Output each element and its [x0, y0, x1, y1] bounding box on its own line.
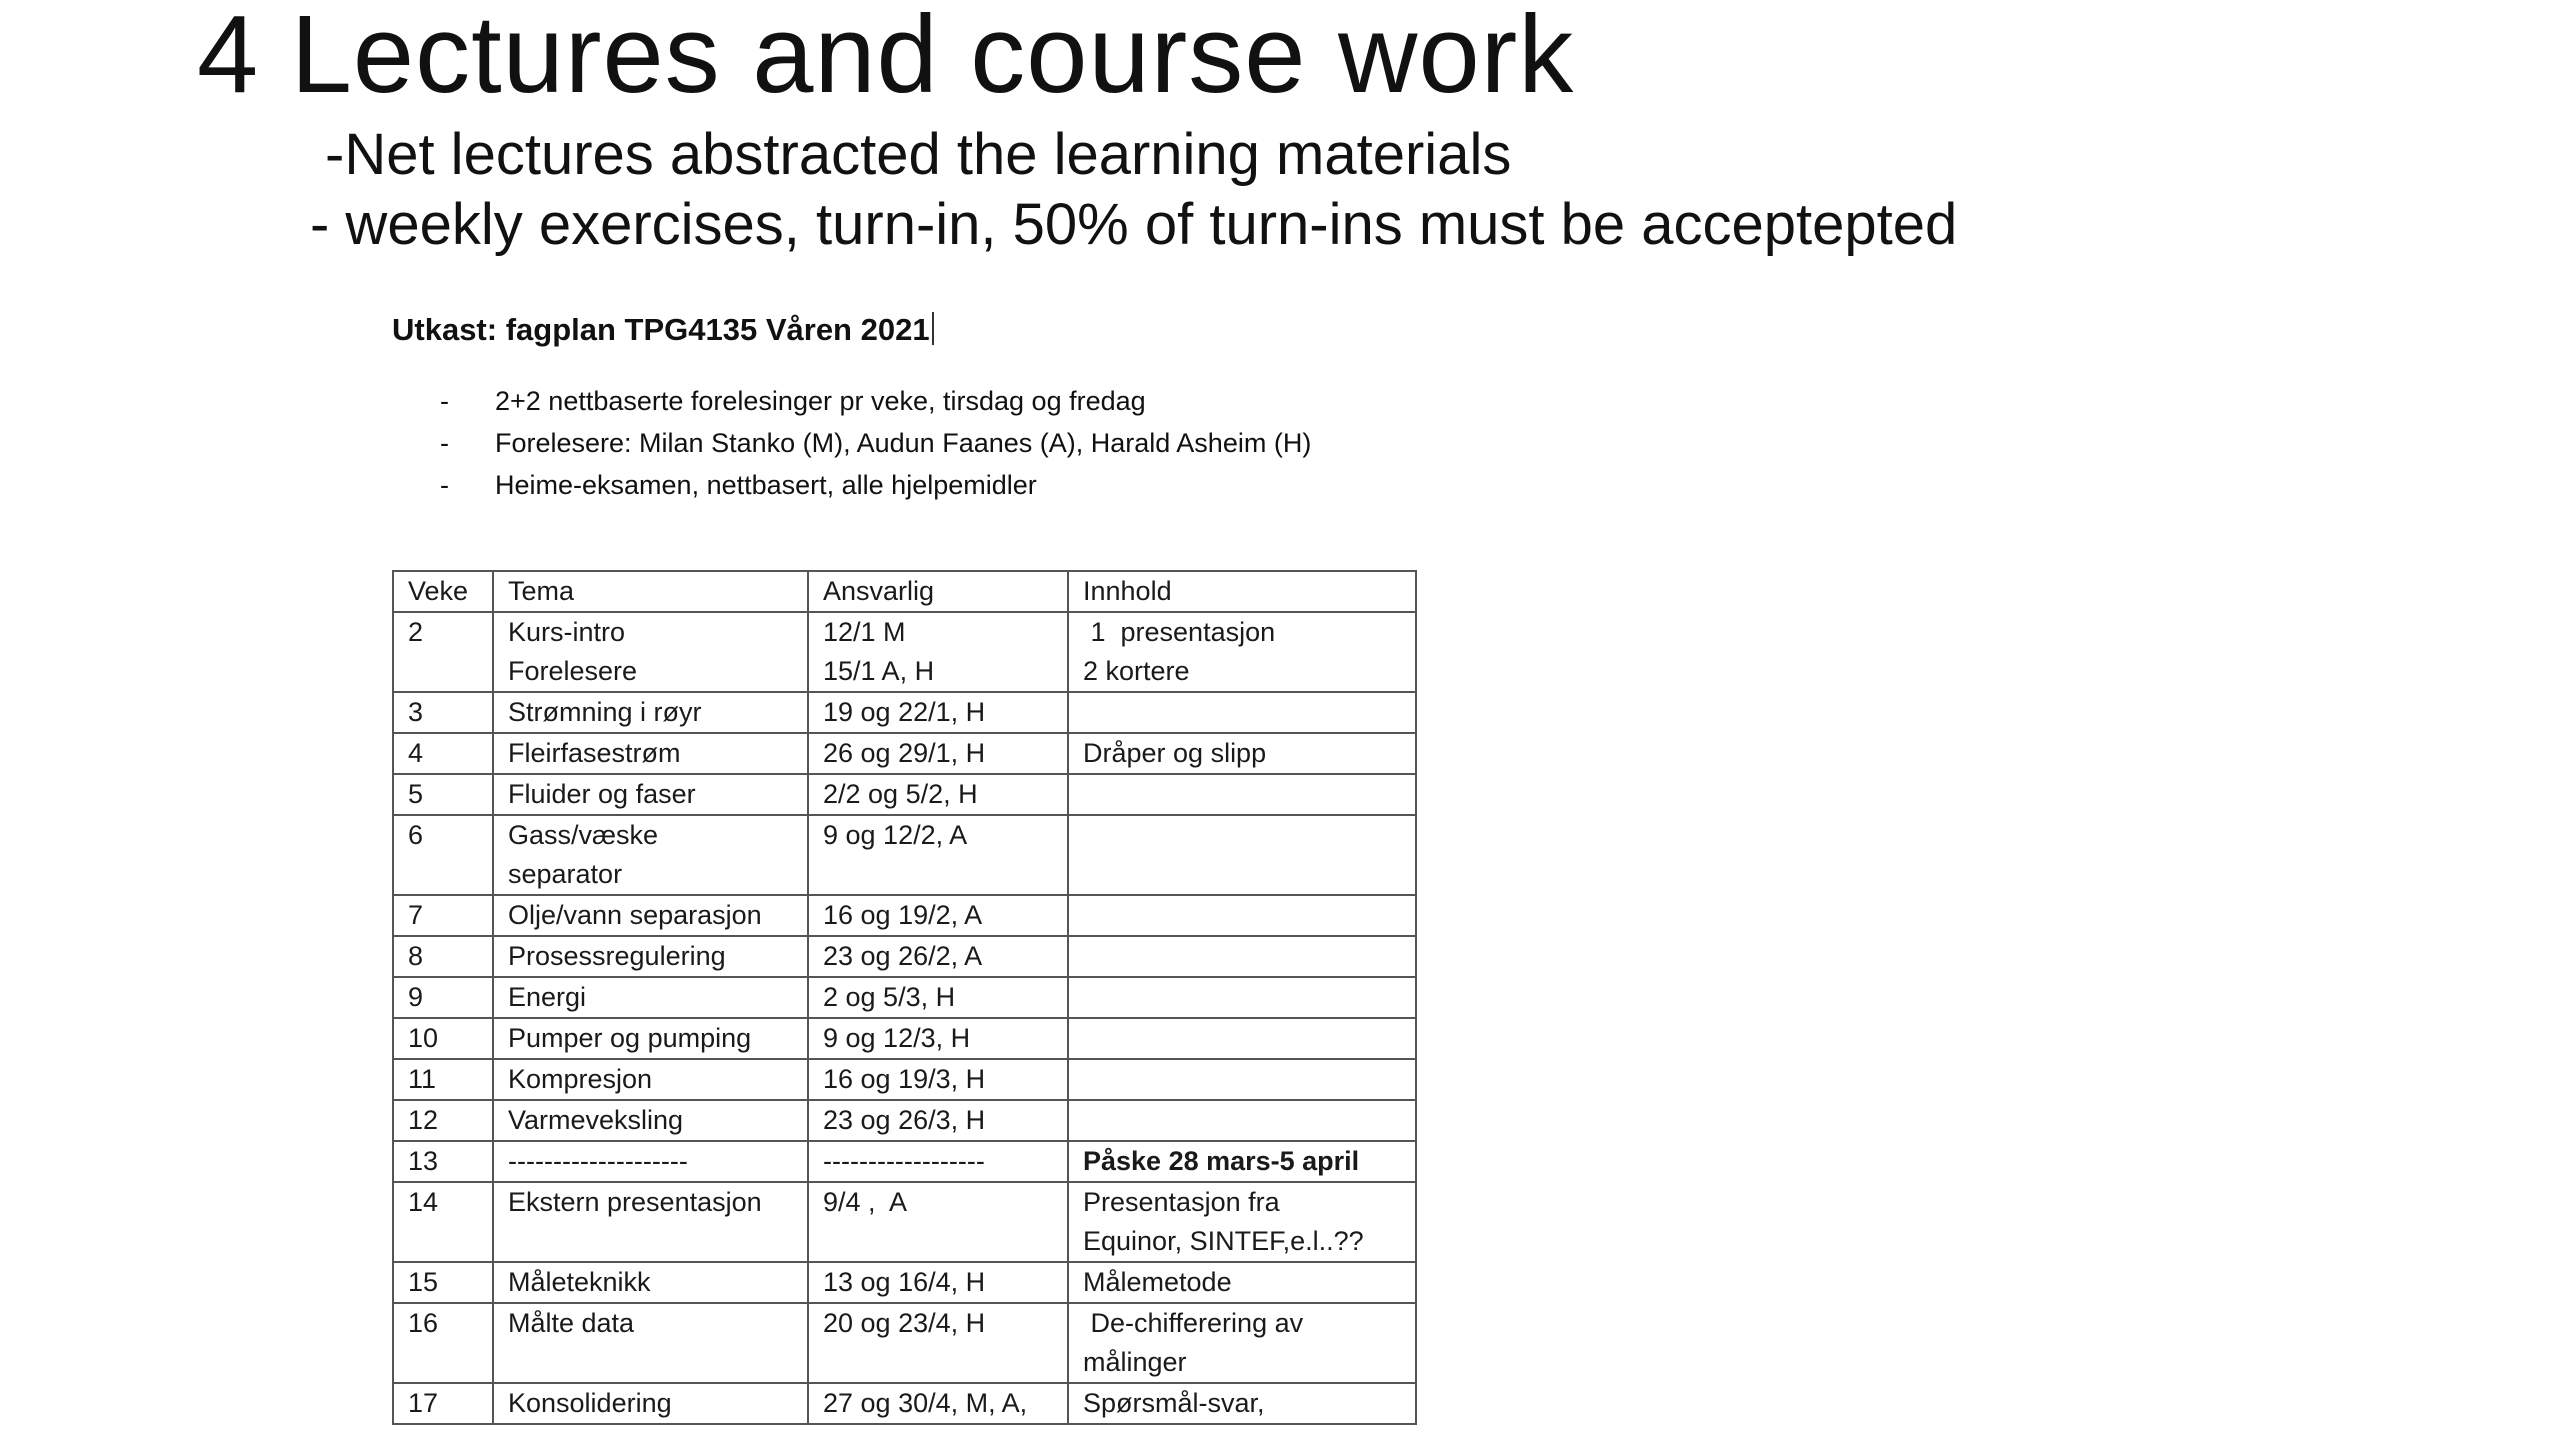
cell-innhold-line: målinger — [1083, 1347, 1187, 1377]
cell-innhold — [1068, 692, 1416, 733]
cell-veke: 15 — [393, 1262, 493, 1303]
header-ansvarlig: Ansvarlig — [808, 571, 1068, 612]
cell-tema-line: Gass/væske — [508, 820, 659, 850]
table-row — [393, 1059, 1416, 1100]
document-heading-text: Utkast: fagplan TPG4135 Våren 2021 — [392, 312, 930, 347]
table-row — [393, 815, 1416, 895]
cell-veke: 16 — [393, 1303, 493, 1383]
cell-tema-line: Varmeveksling — [508, 1105, 684, 1135]
cell-innhold-line — [1083, 775, 1401, 814]
cell-innhold-line — [1083, 937, 1401, 976]
cell-tema-line: Fluider og faser — [508, 779, 696, 809]
cell-veke: 2 — [393, 612, 493, 692]
cell-innhold-line — [1083, 1060, 1401, 1099]
cell-tema — [493, 1141, 808, 1182]
cell-innhold-line: Målemetode — [1083, 1267, 1232, 1297]
cell-veke: 11 — [393, 1059, 493, 1100]
cell-innhold-line: Påske 28 mars-5 april — [1083, 1146, 1360, 1176]
cell-innhold-line — [1083, 896, 1401, 935]
list-item: - 2+2 nettbaserte forelesinger pr veke, tirsdag og fredag — [440, 380, 1311, 422]
table-row — [393, 936, 1416, 977]
cell-tema — [493, 612, 808, 692]
cell-ansvarlig — [808, 815, 1068, 895]
table-row — [393, 1182, 1416, 1262]
cell-ansvarlig — [808, 692, 1068, 733]
cell-ansvarlig-line: 23 og 26/3, H — [823, 1105, 986, 1135]
cell-tema-line: Olje/vann separasjon — [508, 900, 762, 930]
cell-tema — [493, 774, 808, 815]
table-row — [393, 612, 1416, 692]
cell-tema — [493, 936, 808, 977]
cell-ansvarlig — [808, 733, 1068, 774]
course-plan-table — [392, 570, 1417, 1425]
cell-innhold-line: Spørsmål-svar, — [1083, 1388, 1265, 1418]
cell-ansvarlig-line: 9/4 , A — [823, 1187, 908, 1217]
table-row — [393, 733, 1416, 774]
table-row — [393, 1100, 1416, 1141]
cell-innhold — [1068, 895, 1416, 936]
table-header-row — [393, 571, 1416, 612]
header-tema: Tema — [493, 571, 808, 612]
cell-innhold-line — [1083, 978, 1401, 1017]
cell-innhold-line: Presentasjon fra — [1083, 1187, 1280, 1217]
document-heading — [392, 312, 934, 348]
table-row — [393, 1262, 1416, 1303]
cell-innhold — [1068, 1182, 1416, 1262]
cell-innhold — [1068, 1262, 1416, 1303]
cell-innhold — [1068, 977, 1416, 1018]
table-row — [393, 895, 1416, 936]
cell-tema-line: Energi — [508, 982, 587, 1012]
cell-ansvarlig — [808, 1182, 1068, 1262]
cell-innhold-line: Dråper og slipp — [1083, 738, 1267, 768]
cell-tema-line: Ekstern presentasjon — [508, 1187, 762, 1217]
cell-innhold — [1068, 1383, 1416, 1424]
cell-tema-line: Målte data — [508, 1308, 635, 1338]
cell-tema-line: Prosessregulering — [508, 941, 726, 971]
table-row — [393, 774, 1416, 815]
cell-ansvarlig — [808, 1100, 1068, 1141]
cell-innhold — [1068, 774, 1416, 815]
cell-ansvarlig — [808, 936, 1068, 977]
cell-innhold — [1068, 815, 1416, 895]
cell-ansvarlig-line: 12/1 M — [823, 617, 906, 647]
cell-innhold-line: 2 kortere — [1083, 656, 1190, 686]
cell-innhold-line: Equinor, SINTEF,e.l..?? — [1083, 1226, 1364, 1256]
table-row — [393, 977, 1416, 1018]
cell-ansvarlig — [808, 1018, 1068, 1059]
cell-tema-line: separator — [508, 859, 623, 889]
cell-innhold — [1068, 1059, 1416, 1100]
cell-ansvarlig — [808, 977, 1068, 1018]
cell-tema — [493, 1100, 808, 1141]
cell-tema-line: Fleirfasestrøm — [508, 738, 681, 768]
cell-innhold — [1068, 1303, 1416, 1383]
cell-ansvarlig-line: 9 og 12/3, H — [823, 1023, 971, 1053]
cell-tema — [493, 1182, 808, 1262]
cell-veke: 7 — [393, 895, 493, 936]
cell-innhold-line — [1083, 816, 1401, 855]
table-body — [393, 612, 1416, 1424]
slide-bullet-weekly-exercises: - weekly exercises, turn-in, 50% of turn-ins must be acceptepted — [310, 192, 1958, 257]
cell-tema — [493, 1303, 808, 1383]
cell-tema — [493, 733, 808, 774]
cell-veke: 14 — [393, 1182, 493, 1262]
cell-tema-line: Kompresjon — [508, 1064, 653, 1094]
cell-ansvarlig-line: 2/2 og 5/2, H — [823, 779, 978, 809]
cell-ansvarlig — [808, 612, 1068, 692]
cell-tema-line: Pumper og pumping — [508, 1023, 752, 1053]
cell-innhold — [1068, 612, 1416, 692]
cell-veke: 17 — [393, 1383, 493, 1424]
cell-tema — [493, 1059, 808, 1100]
cell-tema-line: Kurs-intro — [508, 617, 626, 647]
cell-ansvarlig-line: 19 og 22/1, H — [823, 697, 986, 727]
header-veke: Veke — [393, 571, 493, 612]
cell-tema — [493, 895, 808, 936]
cell-ansvarlig-line: ------------------ — [823, 1146, 985, 1176]
list-item: - Forelesere: Milan Stanko (M), Audun Faanes (A), Harald Asheim (H) — [440, 422, 1311, 464]
cell-ansvarlig-line: 26 og 29/1, H — [823, 738, 986, 768]
cell-tema — [493, 977, 808, 1018]
cell-veke: 4 — [393, 733, 493, 774]
cell-innhold — [1068, 1018, 1416, 1059]
cell-innhold — [1068, 1141, 1416, 1182]
cell-tema-line: Forelesere — [508, 656, 638, 686]
cell-ansvarlig-line: 23 og 26/2, A — [823, 941, 983, 971]
cell-ansvarlig-line: 16 og 19/3, H — [823, 1064, 986, 1094]
cell-innhold — [1068, 733, 1416, 774]
cell-tema-line: Strømning i røyr — [508, 697, 702, 727]
cell-ansvarlig — [808, 1059, 1068, 1100]
cell-innhold-line: De-chifferering av — [1083, 1308, 1304, 1338]
cell-tema — [493, 1018, 808, 1059]
cell-veke: 12 — [393, 1100, 493, 1141]
cell-tema-line: Måleteknikk — [508, 1267, 651, 1297]
cell-ansvarlig-line: 15/1 A, H — [823, 656, 935, 686]
cell-veke: 8 — [393, 936, 493, 977]
slide-title: 4 Lectures and course work — [197, 0, 1575, 116]
cell-veke: 6 — [393, 815, 493, 895]
cell-tema-line: Konsolidering — [508, 1388, 672, 1418]
cell-ansvarlig-line: 13 og 16/4, H — [823, 1267, 986, 1297]
text-cursor — [932, 312, 934, 345]
list-item: - Heime-eksamen, nettbasert, alle hjelpemidler — [440, 464, 1311, 506]
cell-innhold-line — [1083, 693, 1401, 732]
cell-ansvarlig-line: 9 og 12/2, A — [823, 820, 968, 850]
cell-innhold-line — [1083, 1019, 1401, 1058]
table-row — [393, 1303, 1416, 1383]
cell-innhold — [1068, 936, 1416, 977]
cell-ansvarlig — [808, 1141, 1068, 1182]
course-plan-table-clip — [390, 568, 1420, 1418]
cell-ansvarlig-line: 27 og 30/4, M, A, — [823, 1388, 1028, 1418]
cell-innhold-line — [1083, 1101, 1401, 1140]
cell-tema — [493, 692, 808, 733]
cell-veke: 3 — [393, 692, 493, 733]
table-row — [393, 1018, 1416, 1059]
cell-innhold-line: 1 presentasjon — [1083, 617, 1276, 647]
cell-tema — [493, 1383, 808, 1424]
cell-veke: 13 — [393, 1141, 493, 1182]
cell-ansvarlig — [808, 1262, 1068, 1303]
cell-innhold — [1068, 1100, 1416, 1141]
cell-ansvarlig — [808, 774, 1068, 815]
cell-ansvarlig-line: 16 og 19/2, A — [823, 900, 983, 930]
cell-ansvarlig-line: 20 og 23/4, H — [823, 1308, 986, 1338]
table-row — [393, 1383, 1416, 1424]
table-row — [393, 1141, 1416, 1182]
cell-tema — [493, 1262, 808, 1303]
cell-ansvarlig — [808, 895, 1068, 936]
table-row — [393, 692, 1416, 733]
document-list — [440, 380, 1311, 506]
cell-tema-line: -------------------- — [508, 1146, 688, 1176]
cell-tema — [493, 815, 808, 895]
slide-bullet-net-lectures: -Net lectures abstracted the learning materials — [325, 122, 1512, 187]
cell-veke: 5 — [393, 774, 493, 815]
cell-veke: 9 — [393, 977, 493, 1018]
cell-veke: 10 — [393, 1018, 493, 1059]
cell-ansvarlig-line: 2 og 5/3, H — [823, 982, 956, 1012]
cell-ansvarlig — [808, 1303, 1068, 1383]
header-innhold: Innhold — [1068, 571, 1416, 612]
cell-ansvarlig — [808, 1383, 1068, 1424]
